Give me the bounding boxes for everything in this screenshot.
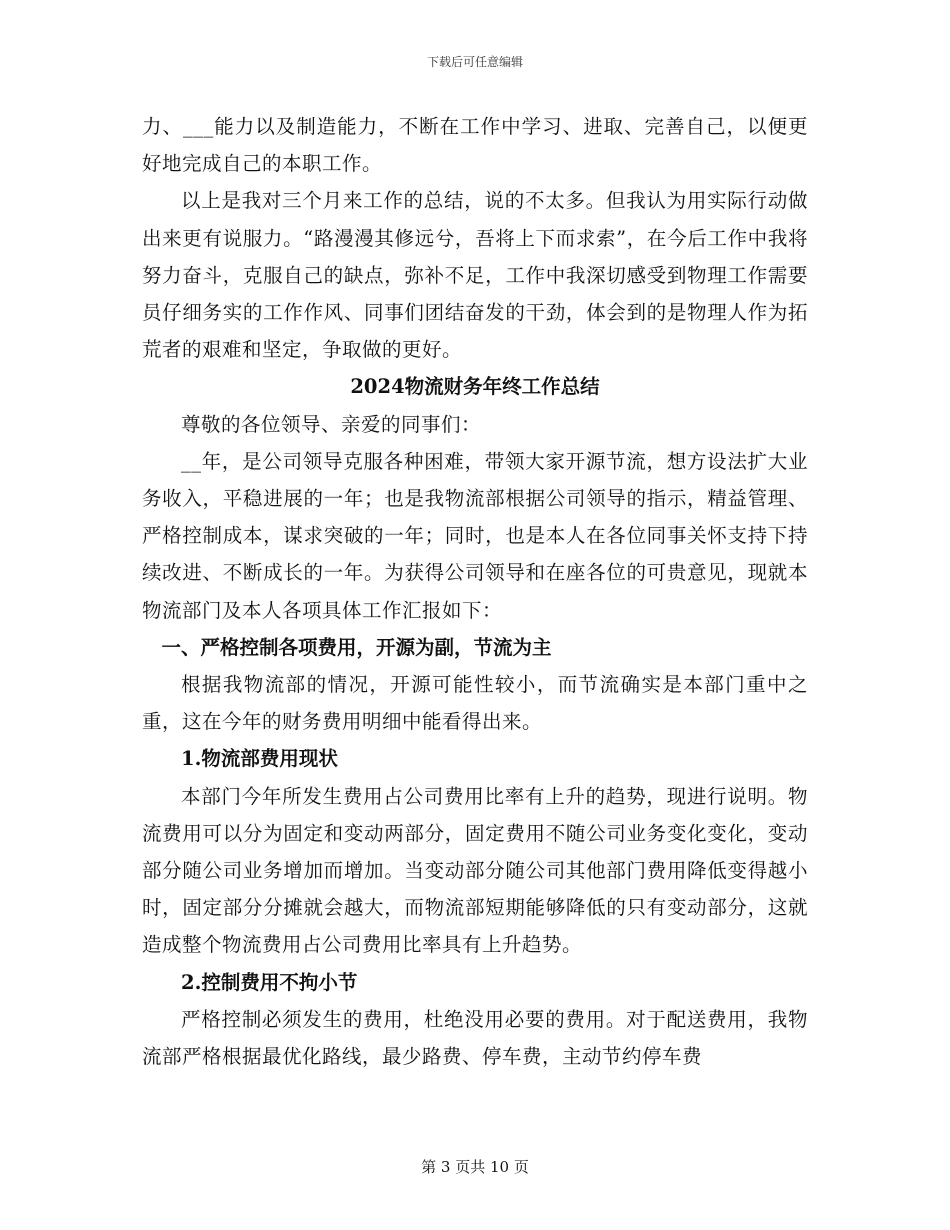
subsection-heading-1: 1.物流部费用现状	[181, 747, 338, 771]
section-heading-1: 一、严格控制各项费用，开源为副，节流为主	[161, 635, 552, 659]
paragraph-section-1: 根据我物流部的情况，开源可能性较小，而节流确实是本部门重中之重，这在今年的财务费用明细中能看得出来。	[142, 673, 808, 734]
paragraph-summary: 以上是我对三个月来工作的总结，说的不太多。但我认为用实际行动做出来更有说服力。“路漫漫其修远兮，吾将上下而求索”，在今后工作中我将努力奋斗，克服自己的缺点，弥补不足，工作中我深切感受到物理工作需要员仔细务实的工作作风、同事们团结奋发的干劲，体会到的是物理人作为拓荒者的艰难和坚定，争取做的更好。	[142, 189, 808, 362]
document-title: 2024物流财务年终工作总结	[350, 375, 600, 399]
paragraph-cost-control: 严格控制必须发生的费用，杜绝没用必要的费用。对于配送费用，我物流部严格根据最优化路线，最少路费、停车费，主动节约停车费	[142, 1007, 808, 1069]
document-body	[142, 108, 808, 1075]
paragraph-continuation: 力、___能力以及制造能力，不断在工作中学习、进取、完善自己，以便更好地完成自己的本职工作。	[142, 115, 808, 176]
subsection-heading-2: 2.控制费用不拘小节	[181, 970, 358, 994]
page-header-note: 下载后可任意编辑	[426, 55, 523, 69]
paragraph-intro: __年，是公司领导克服各种困难，带领大家开源节流，想方设法扩大业务收入，平稳进展的一年；也是我物流部根据公司领导的指示，精益管理、严格控制成本，谋求突破的一年；同时，也是本人在各位同事关怀支持下持续改进、不断成长的一年。为获得公司领导和在座各位的可贵意见，现就本物流部门及本人各项具体工作汇报如下：	[142, 449, 808, 622]
paragraph-greeting: 尊敬的各位领导、亲爱的同事们：	[181, 412, 482, 436]
paragraph-cost-status: 本部门今年所发生费用占公司费用比率有上升的趋势，现进行说明。物流费用可以分为固定和变动两部分，固定费用不随公司业务变化变化，变动部分随公司业务增加而增加。当变动部分随公司其他部门费用降低变得越小时，固定部分分摊就会越大，而物流部短期能够降低的只有变动部分，这就造成整个物流费用占公司费用比率具有上升趋势。	[142, 784, 808, 957]
page-number: 第 3 页共 10 页	[421, 1158, 529, 1176]
